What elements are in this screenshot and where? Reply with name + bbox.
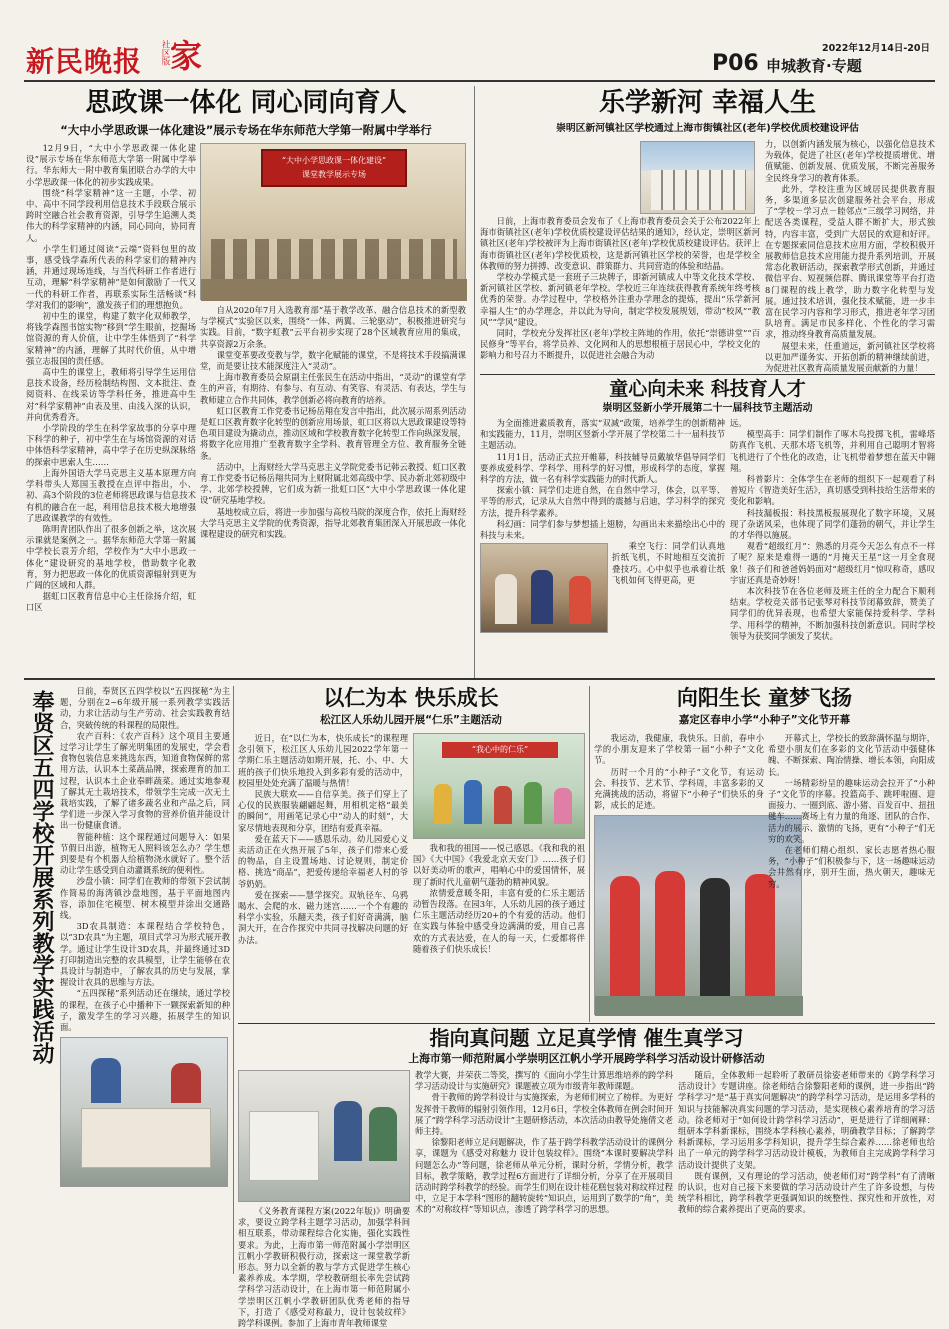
a5-photo: [413, 733, 585, 839]
a7-photo: [238, 1070, 410, 1202]
a6-headline: 向阳生长 童梦飞扬: [676, 686, 853, 710]
a5-col2: 我和我的祖国——悦己感恩。《我和我的祖国》《大中国》《我爱北京天安门》……孩子们以好美动听的歌声，唱响心中的爱国情怀，展现了新时代儿童朝气蓬勃的精神风貌。 浓情爱意暖冬阳，丰富有爱的仁乐主题活动暂告段落。在园3年，人乐幼儿园的孩子通过仁乐主题活动经历20+的个有爱的活动。他们在实践与体验中感受身边满满的爱，用自己喜欢的方式表达爱，在人的每一天，仁爱都将伴随着孩子们快乐成长！: [413, 843, 585, 954]
a1-col1: 12月9日，“大中小学思政课一体化建设”展示专场在华东师范大学第一附属中学举行。华东师大一附中教育集团联合办学的大中小学思政课一体化的初步实践成果。 围绕“科学家精神”这一主题，小学、初中、高中不同学段利用信息技术手段联合展示跨时空融合社会教育资源，引导学生追溯人类伟大的科学家精神的内涵，同心同向，协同育人。 小学生们通过阅读“云端”资料包里的故事，感受钱学森所代表的科学家们的精神内涵，并通过现场连线，与当代科研工作者进行互动，理解“科学家精神”是如何激励了一代又一代的科研工作者，再联系实际生活畅谈“科学对我们的影响”，激发孩子们的理想抱负。 初中生的课堂，构建了数字化双师教学，将钱学森图书馆实物“移到”学生眼前，挖掘场馆资源的育人价值，让中学生体悟到了“科学家精神”的内涵，理解了其时代价值，从中增强立志报国的责任感。 高中生的课堂上，教师将引导学生运用信息技术设备，经历检制结构图、文本批注、查阅资料、在线采访等学科任务，推进高中生对“科学家精神”由表及里、由浅入深的认识，并向优秀看齐。 小学阶段的学生在科学家故事的分享中理下科学的种子，初中学生在与场馆资源的对话中体悟科学家精神，高中学子在历史纵深脉络的探索中思索人生…… 上海外国语大学马克思主义基本原理方向学科带头人郑国玉教授在点评中指出，小、初、高3个阶段的3位老师将思政课与信息技术有机的融合在一起，利用信息技术极大地增强了思政课教学的有效性。 陈明青团队作出了很多创新之举，这次展示课就是案例之一。据华东师范大学第一附属中学校长袁芳介绍，学校作为“大中小思政一体化”建设研究的基地学校，借助数字化教育，努力把思政一体化的优质资源辐射到更为广阔的区域和人群。 据虹口区教育信息中心主任徐扬介绍，虹口区: [26, 143, 196, 613]
a5-headline: 以仁为本 快乐成长: [323, 686, 499, 710]
a1-headline: 思政课一体化 同心同向育人: [85, 88, 407, 118]
a3-subhead: 崇明区竖新小学开展第二十一届科技节主题活动: [602, 403, 813, 414]
col-divider: [474, 86, 475, 678]
a2-headline: 乐学新河 幸福人生: [598, 88, 817, 118]
a4-photo: [60, 1037, 228, 1187]
a3-col2: 远。 模型高手：同学们制作了啄木鸟投掷飞机，雷峰塔防真作飞机、天那木塔飞机等，并利用自己聪明才智将飞机进行了个性化的改造，让飞机带着梦想在蓝天中翱翔。 科普影片：全体学生在老师的组织下一起观看了科普短片《智造美好生活》，真切感受到科技给生活带来的变化和影响。 科技漏板报：科技黑板报展现化了数字环境，又展现了杂诺风采，也体现了同学们蓬勃的朝气，并让学生的才华得以施展。 观看“超级红月”：熟悉的月亮今天怎么有点不一样了呢？原来是难得一遇的“月掩天王星”这一月全食现象！孩子们和爸爸妈妈面对“超级红月”惊叹称奇，感叹宇宙还真是奇妙呀！ 本次科技节在各位老师及班主任的全力配合下顺利结束。学校竞关部书记张琴对科技节闭幕致辞，赞美了同学们的优异表现，也希望大家能保持爱科学、学科学、用科学的精神，不断加强科技创新意识。同时学校领导为获奖同学颁发了奖状。: [730, 418, 935, 641]
a2-photo: [640, 141, 755, 214]
a7-top-rule: [238, 1023, 935, 1024]
a7-col2: 教学大赛，并荣获二等奖，撰写的《面向小学生计算思维培养的跨学科学习活动设计与实施研究》课题被立项为市级青年教师课题。 骨干教师的跨学科设计与实施探索，为老师们树立了榜样。为更好发挥骨干教师的辐射引领作用，12月6日，学校全体教师在例会时间开展了“跨学科学习活动设计”主题研修活动，本次活动由教导处施倩文老师主持。 徐黎阳老师立足问题解决，作了基于跨学科教学活动设计的课例分享，课题为《感受对称魅力 设计包装纹样》。围绕“本课时要解决学科问题怎么办”等问题，徐老师从单元分析，课时分析，学情分析，教学目标，教学策略，教学过程6方面进行了详细分析，分享了在开展项目活动时跨学科教学的经验。而学生们则在设计桂花糕包装对称纹样过程中，立足于本学科“图形的翻转旋转”知识点，运用到了数学的“角”，美术的“对称纹样”等知识点，渗透了跨学科学习的思想。: [415, 1070, 673, 1215]
a5-subhead: 松江区人乐幼儿园开展“仁乐”主题活动: [320, 714, 502, 726]
a6-col1: 我运动，我健康，我快乐。日前，春申小学的小朋友迎来了学校第一届“小种子”文化节。 历时一个月的“小种子”文化节，有运动会、科技节、艺术节、学科周，丰富多彩的又充满挑战的活动，将留下“小种子”们快乐的身影，成长的足迹。: [594, 733, 764, 811]
a2-bottom-rule: [480, 374, 935, 375]
a4-col: 日前，奉贤区五四学校以“五四探秘”为主题，分别在2~6年级开展一系列教学实践活动，力求让活动与生产劳动、社会实践教育结合，突破传统的科课程的局限性。 农产百科：《农产百科》这个项目主要通过学习让学生了解光明集团的发展史，学会看食物包装信息来挑选东西，知道食物保鲜的常用方法，认识本土菜蔬品牌，探索理育的加工过程，认识本土企业奉畔蔬菜。通过实地参观了解其无土栽培技术，带领学生完成一次无土栽培实践，了解了诸多蔬名业和产品之后，同学们进一步深入学习食物的营养价值并能设计出一份健康食谱。 智能种植：这个课程通过问题导入：如果节假日出游，植物无人照料该怎么办？学生想到要是有个机器人给植物浇水就好了。整个活动让学生感受到自动灌溉系统的便利性。 沙盘小镇：同学们在教师的带领下尝试制作简易的海湾镇沙盘地图，基于平面地图内容，添加住宅模型、树木模型并涂出交通路线。 3D农具制造：本课程结合学校特色，以“3D农具”为主题，项目式学习为形式展开教学。通过让学生设计3D农具，并最终通过3D打印制造出完整的农具模型，让学生能够在农具设计与制造中，了解农具的历史与发展，掌握设计农具的思维与方法。 “五四探秘”系列活动还在继续，通过学校的课程，在孩子心中播种下一颗探索新知的种子，激发学生的学习兴趣，拓展学生的知识面。: [60, 686, 230, 1278]
masthead-rule: [24, 80, 935, 82]
a7-headline: 指向真问题 立足真学情 催生真学习: [429, 1026, 744, 1050]
issue-date: 2022年12月14日-20日: [821, 43, 930, 54]
edition-glyph: 家: [170, 37, 203, 75]
a1-col2: 自从2020年7月入选教育部“基于教学改革、融合信息技术的新型教与学模式”实验区以来，围绕“一体、两翼、三轮驱动”，积极推进研究与实践。目前，“数字虹教”云平台初步实现了28个区域教育应用的集成，共享资源2万余条。 课堂变革要改变教与学，数字化赋能的课堂，不是将技术手段搞满课堂，而是要让技术能深度注入“灵动”。 上海市教育委员会原副主任张民生在活动中指出，“灵动”的课堂有学生的声音，有期待、有参与、有互动、有笑容、有灵活、有表达，学生与教师建立合作共同体，教学创新必将向教育的培养。 虹口区教育工作党委书记杨岳翔在发言中指出，此次展示周系列活动是虹口区教育数字化转型的创新应用场景，虹口区将以大思政课建设等特色项目建设为撬动点，推动区域和学校教育数字化转型工作向纵深发展，将数字化应用推广至教育数字全学科、教育管理全方位、教育服务全链条。 活动中，上海财经大学马克思主义学院党委书记韩云教授、虹口区教育工作党委书记杨岳翔共同为上财附属北郊高级中学、民办新北郊初级中学、北郊学校授牌，它们成为新一批虹口区“大中小学思政课一体化建设”研究基地学校。 基地校成立后，将进一步加强与高校马院的深度合作，依托上海财经大学马克思主义学院的优秀资源，指导北郊教育集团深入开展思政一体化课程建设的研究和实践。: [200, 305, 466, 540]
mid-rule: [24, 678, 935, 680]
a4-headline: 奉贤区五四学校开展系列教学实践活动: [29, 690, 54, 1064]
edition-tag: 社区版: [160, 40, 170, 66]
a2-col2: 力，以创新内涵发展为核心，以强化信息技术为载体，促进了社区(老年)学校提质增优、增值赋能、创新发展、优质发展，不断完善服务全民终身学习的教育体系。 此外，学校注重为区域居民提供教育服务，多渠道多层次创建服务社会平台，形成了“学校－学习点－睦邻点”三级学习网络，并配送各类课程，受益人群不断扩大，形式独特，内容丰富，受到广大居民的欢迎和好评。在专题探索同信息技术应用方面，学校积极开展教师信息技术应用能力提升系列培训，开展常态化教研活动，探索教学形式创新，并通过微信平台、短视频信群、腾讯课堂等平台打造8门课程的线上教学，助力数字化转型与发展。通过技术培训，强化技术赋能，进一步丰富在民学习内容和学习形式，推进老年学习团队培育。满足市民多样化、个性化的学习需求，推动终身教育高质量发展。 展望未来，任重道远，新河镇社区学校将以更加严谨务实、开拓创新的精神继续前进，为促进社区教育高质量发展贡献新的力量！: [765, 139, 935, 374]
a3-headline: 童心向未来 科技育人才: [609, 378, 806, 400]
a7-col3: 随后，全体教师一起聆听了教研员徐姿老师带来的《跨学科学习活动设计》专题讲座。徐老师结合徐黎阳老师的课例，进一步指出“跨学科学习”是“基于真实问题解决”的跨学科学习活动，是运用多学科的知识与技能解决真实问题的学习活动，是实现核心素养培育的学习活动。徐老师对于“如何设计跨学科学习活动”，更是进行了详细阐释：组研本学科新课标，围绕本学科核心素养，明确教学目标；了解跨学科新课标，学习运用多学科知识，提升学生综合素养……徐老师也给出了一单元的跨学科学习活动设计模板，为教师自主完成跨学科学习活动设计提供了支架。 既有课例，又有理论的学习活动，使老师们对“跨学科”有了清晰的认识，也对自己接下来要做的学习活动设计产生了许多设想，与传统学科相比，跨学科教学更强调知识的统整性、探究性和开放性，对教师的综合素养提出了更高的要求。: [678, 1070, 935, 1215]
a3-col1: 为全面推进素质教育，落实“双减”政策，培养学生的创新精神和实践能力，11月，崇明区竖新小学开展了学校第二十一届科技节主题活动。 11月1日，活动正式拉开帷幕，科技辅导员戴敏华倡导同学们要养成爱科学、学科学、用科学的好习惯，形成科学的态度，掌握科学的方法，做一名有科学实践能力的时代新人。 探索小镇：同学们走进自然，在自然中学习，体会，以平等、平等的形式，记录从大自然中得到的震撼与启迪，学习科学的探究方法，提升科学素养。 科幻画：同学们参与梦想插上翅膀，勾画出未来描绘出心中的科技与未来。 乘空飞行：同学们认真地折纸飞机，不时地相互交流折叠技巧。心中似乎也承着让纸飞机如何飞得更高，更: [480, 418, 725, 674]
a4-divider: [233, 686, 234, 1274]
a7-col1: 《义务教育课程方案(2022年版)》明确要求，要设立跨学科主题学习活动，加强学科间相互联系，带动课程综合化实施，强化实践性要求。为此，上海市第一师范附属小学崇明区江帆小学教研积极行动，探索这一课堂教学新形态。努力以全新的教与学方式促进学生核心素养养成。本学期，学校教研组长率先尝试跨学科学习活动设计，在上海市第一师范附属小学崇明区江帆小学教研团队优秀老师的指导下，打造了《感受对称最力，设计包装纹样》跨学科课例。参加了上海市青年教师课堂: [238, 1206, 410, 1329]
page-section: 申城教育·专题: [766, 57, 862, 75]
a5-divider: [589, 686, 590, 1022]
a2-subhead: 崇明区新河镇社区学校通过上海市街镇社区(老年)学校优质校建设评估: [556, 123, 859, 134]
a2-col1: 日前，上海市教育委员会发布了《上海市教育委员会关于公布2022年上海市街镇社区(老年)学校优质校建设评估结果的通知》，经认定，崇明区新河镇社区(老年)学校被评为上海市街镇社区(老年)学校优质校建设评估。获评上海市街镇社区(老年)学校优质校，这是新河镇社区学校的荣誉，也是学校全体教师的努力拼搏、改变意识、群策群力、共同营造的体验和结晶。 学校办学模式是一套班子三块牌子，即新河镇成人中等文化技术学校、新河镇社区学校、新河镇老年学校。学校近三年连续获得教育系统年终考核优秀的荣誉。办学过程中，学校格外注重办学理念的提炼，提出“乐学新河 幸福人生”的办学理念，并以此为导向，制定学校发展规划，带动“校风”“教风”“学风”建设。 同时，学校充分发挥社区(老年)学校主阵地的作用，依托“崇德讲堂”“百民修身”等平台，将学员养、文化网和人的思想根植于居民心中，学校文化的影响力和号召力不断提升，以促进社会融合为动: [480, 139, 760, 372]
paper-logo: 新民晚报: [26, 45, 143, 78]
a5-banner: “我心中的仁乐”: [442, 742, 558, 758]
a6-subhead: 嘉定区春申小学“小种子”文化节开幕: [678, 714, 851, 726]
a7-subhead: 上海市第一师范附属小学崇明区江帆小学开展跨学科学习活动设计研修活动: [408, 1052, 765, 1065]
page-number: P06: [712, 51, 759, 76]
a5-col1: 近日，在“以仁为本，快乐成长”的课程理念引领下，松江区人乐幼儿园2022学年第一学期仁乐主题活动如期开展，托、小、中、大班的孩子们快乐地投入到多彩有爱的活动中，校园里处处充满了温暖与热情！ 民族大联欢——自信享美。孩子们穿上了心仪的民族服装翩翩起舞，用相机定格“最美的瞬间”，用画笔记录心中“动人的时刻”，大家尽情地表现和分享，团结有爱真幸福。 爱在蓝天下——感恩乐动。幼儿园爱心义卖活动正在火热开展了5年，孩子们带来心爱的物品，自主设置场地、讨论规则，制定价格、挑选“商品”，把爱传递给幸福老人村的爷爷奶奶。 爱在探索——慧学探究。双轨径车、乌鸦喝水、会爬的水、磁力迷宫……一个个有趣的科学小实验，乐翻天类，孩子们好奇满满，脑洞大开，在合作探究中共同寻找解决问题的好办法。: [238, 733, 408, 945]
masthead: [0, 0, 949, 80]
a6-col2: 开幕式上，学校长的致辞满怀温与期许，希望小朋友们在多彩的文化节活动中强健体魄、不断探索、陶冶情操、增长本领，向阳成长。 一场精彩纷呈的趣味运动会拉开了“小种子”文化节的序幕。投篮高手、跳呼啦圈、迎面接力、一圈到底、游小猪、百发百中、扭扭毽车……赛场上有力量的角逐、团队的合作、活力的展示、激情的飞扬，更有“小种子”们无穷的欢笑。 在老师们精心组织、家长志愿者热心服务，“小种子”们积极参与下，这一场趣味运动会井然有序，别开生面，热火朝天，趣味无穷。: [768, 733, 935, 889]
a1-photo: [200, 143, 466, 300]
a1-subhead: “大中小学思政课一体化建设”展示专场在华东师范大学第一附属中学举行: [60, 123, 432, 137]
a1-slide: “大中小学思政课一体化建设” 课堂教学展示专场: [261, 149, 407, 187]
a3-photo: [480, 543, 608, 633]
